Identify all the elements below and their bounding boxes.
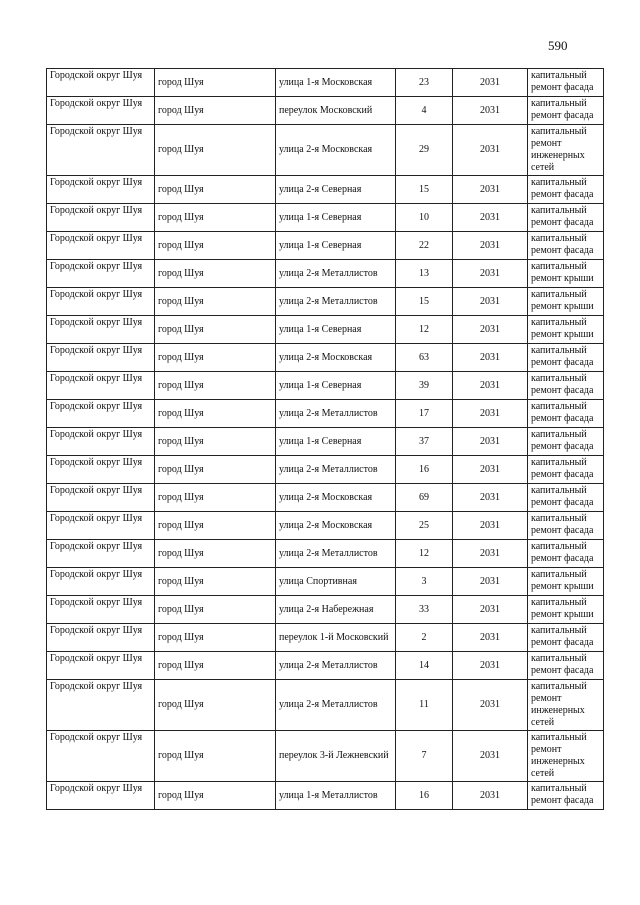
year-cell: 2031 — [453, 97, 528, 125]
city-cell: город Шуя — [155, 680, 276, 731]
street-cell: улица 1-я Северная — [276, 232, 396, 260]
table-row — [47, 568, 604, 596]
house-number-cell: 33 — [396, 596, 453, 624]
house-number-cell: 23 — [396, 69, 453, 97]
city-cell: город Шуя — [155, 428, 276, 456]
house-number-cell: 25 — [396, 512, 453, 540]
house-number-cell: 37 — [396, 428, 453, 456]
city-cell: город Шуя — [155, 568, 276, 596]
work-type-cell: капитальный ремонт фасада — [528, 428, 604, 456]
city-cell: город Шуя — [155, 484, 276, 512]
table-row — [47, 596, 604, 624]
table-row — [47, 176, 604, 204]
house-number-cell: 4 — [396, 97, 453, 125]
house-number-cell: 15 — [396, 176, 453, 204]
year-cell: 2031 — [453, 316, 528, 344]
table-row — [47, 484, 604, 512]
street-cell: улица 2-я Московская — [276, 125, 396, 176]
work-type-cell: капитальный ремонт фасада — [528, 624, 604, 652]
house-number-cell: 69 — [396, 484, 453, 512]
work-type-cell: капитальный ремонт инженерных сетей — [528, 731, 604, 782]
area-cell: Городской округ Шуя — [47, 400, 155, 428]
table-row — [47, 97, 604, 125]
city-cell: город Шуя — [155, 512, 276, 540]
work-type-cell: капитальный ремонт крыши — [528, 596, 604, 624]
year-cell: 2031 — [453, 260, 528, 288]
street-cell: улица 2-я Металлистов — [276, 540, 396, 568]
street-cell: переулок Московский — [276, 97, 396, 125]
year-cell: 2031 — [453, 512, 528, 540]
street-cell: улица 1-я Северная — [276, 316, 396, 344]
table-row — [47, 372, 604, 400]
city-cell: город Шуя — [155, 232, 276, 260]
year-cell: 2031 — [453, 372, 528, 400]
work-type-cell: капитальный ремонт фасада — [528, 176, 604, 204]
table-row — [47, 204, 604, 232]
area-cell: Городской округ Шуя — [47, 125, 155, 176]
work-type-cell: капитальный ремонт фасада — [528, 456, 604, 484]
street-cell: улица 1-я Металлистов — [276, 782, 396, 810]
year-cell: 2031 — [453, 652, 528, 680]
street-cell: улица 2-я Московская — [276, 512, 396, 540]
year-cell: 2031 — [453, 400, 528, 428]
table-row — [47, 428, 604, 456]
table-row — [47, 512, 604, 540]
street-cell: улица 2-я Металлистов — [276, 260, 396, 288]
area-cell: Городской округ Шуя — [47, 428, 155, 456]
work-type-cell: капитальный ремонт крыши — [528, 316, 604, 344]
city-cell: город Шуя — [155, 731, 276, 782]
street-cell: переулок 1-й Московский — [276, 624, 396, 652]
city-cell: город Шуя — [155, 540, 276, 568]
year-cell: 2031 — [453, 232, 528, 260]
area-cell: Городской округ Шуя — [47, 596, 155, 624]
street-cell: улица 2-я Металлистов — [276, 456, 396, 484]
house-number-cell: 39 — [396, 372, 453, 400]
area-cell: Городской округ Шуя — [47, 372, 155, 400]
house-number-cell: 29 — [396, 125, 453, 176]
area-cell: Городской округ Шуя — [47, 540, 155, 568]
city-cell: город Шуя — [155, 316, 276, 344]
city-cell: город Шуя — [155, 97, 276, 125]
area-cell: Городской округ Шуя — [47, 69, 155, 97]
house-number-cell: 16 — [396, 456, 453, 484]
city-cell: город Шуя — [155, 260, 276, 288]
year-cell: 2031 — [453, 428, 528, 456]
page-number: 590 — [548, 38, 568, 53]
area-cell: Городской округ Шуя — [47, 731, 155, 782]
table-row — [47, 232, 604, 260]
area-cell: Городской округ Шуя — [47, 176, 155, 204]
street-cell: улица 1-я Московская — [276, 69, 396, 97]
city-cell: город Шуя — [155, 400, 276, 428]
work-type-cell: капитальный ремонт фасада — [528, 97, 604, 125]
area-cell: Городской округ Шуя — [47, 204, 155, 232]
table-row — [47, 69, 604, 97]
year-cell: 2031 — [453, 288, 528, 316]
city-cell: город Шуя — [155, 456, 276, 484]
year-cell: 2031 — [453, 540, 528, 568]
city-cell: город Шуя — [155, 69, 276, 97]
year-cell: 2031 — [453, 568, 528, 596]
street-cell: улица 1-я Северная — [276, 372, 396, 400]
house-number-cell: 10 — [396, 204, 453, 232]
street-cell: улица 2-я Московская — [276, 344, 396, 372]
area-cell: Городской округ Шуя — [47, 484, 155, 512]
year-cell: 2031 — [453, 731, 528, 782]
house-number-cell: 14 — [396, 652, 453, 680]
work-type-cell: капитальный ремонт крыши — [528, 288, 604, 316]
street-cell: переулок 3-й Лежневский — [276, 731, 396, 782]
year-cell: 2031 — [453, 344, 528, 372]
area-cell: Городской округ Шуя — [47, 652, 155, 680]
work-type-cell: капитальный ремонт крыши — [528, 568, 604, 596]
work-type-cell: капитальный ремонт фасада — [528, 232, 604, 260]
work-type-cell: капитальный ремонт фасада — [528, 69, 604, 97]
area-cell: Городской округ Шуя — [47, 288, 155, 316]
house-number-cell: 17 — [396, 400, 453, 428]
city-cell: город Шуя — [155, 176, 276, 204]
street-cell: улица 2-я Северная — [276, 176, 396, 204]
house-number-cell: 13 — [396, 260, 453, 288]
street-cell: улица Спортивная — [276, 568, 396, 596]
year-cell: 2031 — [453, 484, 528, 512]
work-type-cell: капитальный ремонт фасада — [528, 204, 604, 232]
street-cell: улица 1-я Северная — [276, 204, 396, 232]
area-cell: Городской округ Шуя — [47, 782, 155, 810]
year-cell: 2031 — [453, 624, 528, 652]
year-cell: 2031 — [453, 456, 528, 484]
area-cell: Городской округ Шуя — [47, 344, 155, 372]
table-row — [47, 782, 604, 810]
area-cell: Городской округ Шуя — [47, 232, 155, 260]
city-cell: город Шуя — [155, 372, 276, 400]
table-row — [47, 540, 604, 568]
street-cell: улица 2-я Металлистов — [276, 400, 396, 428]
year-cell: 2031 — [453, 176, 528, 204]
house-number-cell: 12 — [396, 540, 453, 568]
street-cell: улица 1-я Северная — [276, 428, 396, 456]
street-cell: улица 2-я Набережная — [276, 596, 396, 624]
work-type-cell: капитальный ремонт фасада — [528, 782, 604, 810]
house-number-cell: 16 — [396, 782, 453, 810]
table-row — [47, 456, 604, 484]
house-number-cell: 12 — [396, 316, 453, 344]
table-row — [47, 624, 604, 652]
city-cell: город Шуя — [155, 652, 276, 680]
table-row — [47, 400, 604, 428]
house-number-cell: 2 — [396, 624, 453, 652]
table-row — [47, 680, 604, 731]
year-cell: 2031 — [453, 125, 528, 176]
house-number-cell: 7 — [396, 731, 453, 782]
repair-schedule-table — [46, 68, 604, 810]
area-cell: Городской округ Шуя — [47, 97, 155, 125]
work-type-cell: капитальный ремонт фасада — [528, 652, 604, 680]
house-number-cell: 22 — [396, 232, 453, 260]
year-cell: 2031 — [453, 69, 528, 97]
house-number-cell: 63 — [396, 344, 453, 372]
city-cell: город Шуя — [155, 125, 276, 176]
work-type-cell: капитальный ремонт инженерных сетей — [528, 680, 604, 731]
work-type-cell: капитальный ремонт крыши — [528, 260, 604, 288]
house-number-cell: 3 — [396, 568, 453, 596]
area-cell: Городской округ Шуя — [47, 624, 155, 652]
table-row — [47, 652, 604, 680]
house-number-cell: 11 — [396, 680, 453, 731]
city-cell: город Шуя — [155, 596, 276, 624]
table-row — [47, 260, 604, 288]
year-cell: 2031 — [453, 596, 528, 624]
table-row — [47, 125, 604, 176]
table-row — [47, 344, 604, 372]
city-cell: город Шуя — [155, 344, 276, 372]
work-type-cell: капитальный ремонт фасада — [528, 540, 604, 568]
table-row — [47, 731, 604, 782]
city-cell: город Шуя — [155, 288, 276, 316]
work-type-cell: капитальный ремонт инженерных сетей — [528, 125, 604, 176]
area-cell: Городской округ Шуя — [47, 568, 155, 596]
street-cell: улица 2-я Металлистов — [276, 652, 396, 680]
street-cell: улица 2-я Металлистов — [276, 288, 396, 316]
work-type-cell: капитальный ремонт фасада — [528, 344, 604, 372]
city-cell: город Шуя — [155, 624, 276, 652]
table-body — [47, 69, 604, 810]
area-cell: Городской округ Шуя — [47, 512, 155, 540]
work-type-cell: капитальный ремонт фасада — [528, 484, 604, 512]
work-type-cell: капитальный ремонт фасада — [528, 512, 604, 540]
table-row — [47, 288, 604, 316]
city-cell: город Шуя — [155, 782, 276, 810]
city-cell: город Шуя — [155, 204, 276, 232]
area-cell: Городской округ Шуя — [47, 680, 155, 731]
year-cell: 2031 — [453, 782, 528, 810]
work-type-cell: капитальный ремонт фасада — [528, 400, 604, 428]
year-cell: 2031 — [453, 204, 528, 232]
street-cell: улица 2-я Московская — [276, 484, 396, 512]
area-cell: Городской округ Шуя — [47, 260, 155, 288]
table-row — [47, 316, 604, 344]
year-cell: 2031 — [453, 680, 528, 731]
street-cell: улица 2-я Металлистов — [276, 680, 396, 731]
area-cell: Городской округ Шуя — [47, 316, 155, 344]
house-number-cell: 15 — [396, 288, 453, 316]
work-type-cell: капитальный ремонт фасада — [528, 372, 604, 400]
area-cell: Городской округ Шуя — [47, 456, 155, 484]
